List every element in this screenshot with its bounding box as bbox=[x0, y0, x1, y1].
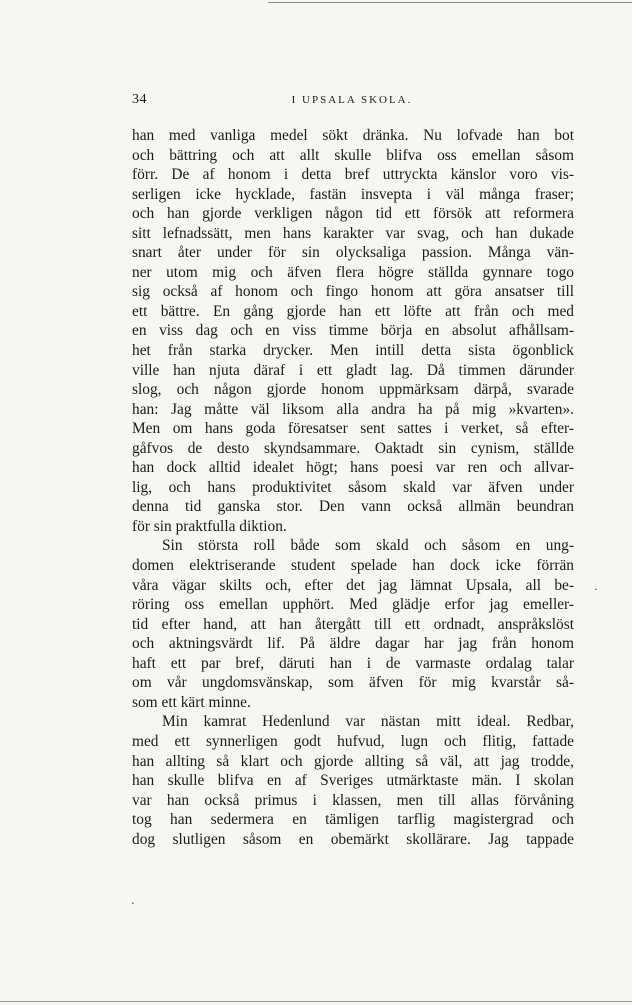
text-line: han med vanliga medel sökt dränka. Nu lofvade han bot bbox=[132, 127, 574, 144]
top-edge-rule bbox=[268, 2, 632, 3]
text-line: som ett kärt minne. bbox=[132, 693, 251, 711]
text-line: snart åter under för sin olycksaliga passion. Många vän- bbox=[132, 244, 574, 262]
text-line: han: Jag måtte väl liksom alla andra ha på mig »kvarten». bbox=[132, 400, 574, 418]
body-text bbox=[132, 126, 574, 849]
text-line: röring oss emellan upphört. Med glädje erfor jag emeller- bbox=[132, 596, 574, 614]
text-line: ett bättre. En gång gjorde han ett löfte att från och med bbox=[132, 302, 574, 320]
text-line: sig också af honom och fingo honom att göra ansatser till bbox=[132, 283, 574, 301]
text-line: lig, och hans produktivitet såsom skald var äfven under bbox=[132, 478, 574, 496]
text-line: förr. De af honom i detta bref uttryckta känslor voro vis- bbox=[132, 166, 574, 184]
text-line: dog slutligen såsom en obemärkt skollärare. Jag tappade bbox=[132, 830, 574, 848]
text-line: han skulle blifva en af Sveriges utmärktaste män. I skolan bbox=[132, 772, 574, 790]
text-line: Min kamrat Hedenlund var nästan mitt ideal. Redbar, bbox=[162, 713, 574, 731]
margin-speck: ․ bbox=[594, 581, 598, 593]
text-line: Sin största roll både som skald och såsom en ung- bbox=[162, 537, 574, 555]
text-line: tid efter hand, att han återgått till ett ordnadt, anspråkslöst bbox=[132, 615, 574, 633]
text-line: våra vägar skilts och, efter det jag lämnat Upsala, all be- bbox=[132, 576, 574, 594]
text-line: ville han njuta däraf i ett gladt lag. Då timmen därunder bbox=[132, 361, 574, 379]
text-line: och aktningsvärdt lif. På äldre dagar har jag från honom bbox=[132, 635, 574, 653]
text-line: en viss dag och en viss timme börja en absolut afhållsam- bbox=[132, 322, 574, 340]
text-line: gåfvos de desto skyndsammare. Oaktadt sin cynism, ställde bbox=[132, 439, 574, 457]
text-line: med ett synnerligen godt hufvud, lugn och flitig, fattade bbox=[132, 732, 574, 750]
text-line: och bättring och att allt skulle blifva oss emellan såsom bbox=[132, 146, 574, 164]
text-line: Men om hans goda föresatser sent sattes i verket, så efter- bbox=[132, 420, 574, 438]
page-number: 34 bbox=[132, 92, 147, 107]
margin-speck: ․ bbox=[131, 895, 135, 907]
text-line: slog, och någon gjorde honom uppmärksam därpå, svarade bbox=[132, 381, 574, 399]
text-line: och han gjorde verkligen någon tid ett försök att reformera bbox=[132, 205, 574, 223]
text-line: var han också primus i klassen, men till allas förvåning bbox=[132, 791, 574, 809]
text-line: sitt lefnadssätt, men hans karakter var svag, och han dukade bbox=[132, 224, 574, 242]
running-title: I UPSALA SKOLA. bbox=[291, 94, 413, 106]
text-line: han allting så klart och gjorde allting så väl, att jag trodde, bbox=[132, 752, 574, 770]
bottom-edge-rule bbox=[0, 1001, 632, 1002]
text-line: för sin praktfulla diktion. bbox=[132, 517, 287, 535]
text-line: haft ett par bref, däruti han i de varmaste ordalag talar bbox=[132, 654, 574, 672]
text-line: domen elektriserande student spelade han dock icke förrän bbox=[132, 557, 574, 575]
text-line: tog han sedermera en tämligen tarflig magistergrad och bbox=[132, 811, 574, 829]
text-line: om vår ungdomsvänskap, som äfven för mig kvarstår så- bbox=[132, 674, 574, 692]
page-header bbox=[132, 92, 572, 116]
text-line: denna tid ganska stor. Den vann också allmän beundran bbox=[132, 498, 574, 516]
text-line: serligen icke hycklade, fastän insvepta i väl många fraser; bbox=[132, 185, 574, 203]
text-line: het från starka drycker. Men intill detta sista ögonblick bbox=[132, 342, 574, 360]
text-line: ner utom mig och äfven flera högre ställda gynnare togo bbox=[132, 263, 574, 281]
text-line: han dock alltid idealet högt; hans poesi var ren och allvar- bbox=[132, 459, 574, 477]
